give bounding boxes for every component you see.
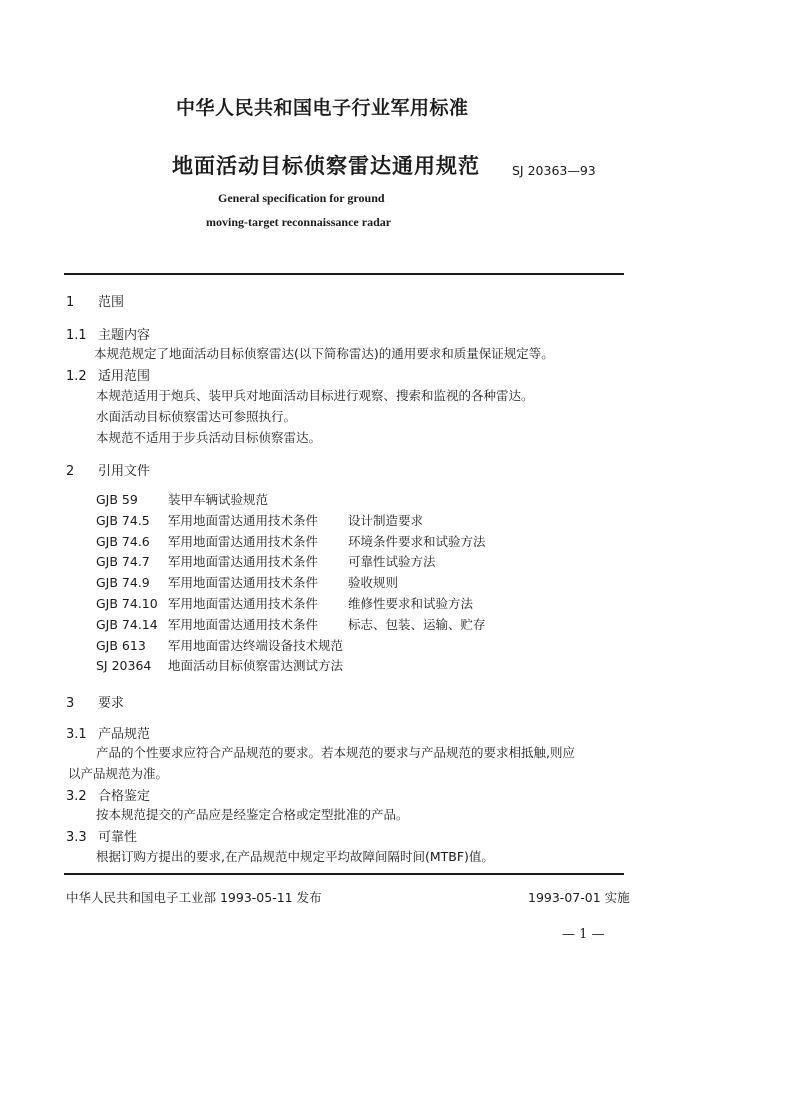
section-title: 合格鉴定	[98, 789, 151, 804]
section-number: 2	[66, 464, 75, 479]
section-1-1-heading	[66, 324, 150, 343]
reference-title: 军用地面雷达通用技术条件	[168, 554, 319, 570]
section-number: 1	[66, 295, 75, 310]
reference-title: 军用地面雷达终端设备技术规范	[168, 637, 344, 653]
section-3-heading	[66, 692, 124, 711]
reference-title: 军用地面雷达通用技术条件	[168, 533, 319, 549]
reference-title: 军用地面雷达通用技术条件	[168, 575, 319, 591]
section-3-2-heading	[66, 785, 150, 804]
reference-code: GJB 74.10	[96, 595, 158, 611]
reference-code: GJB 59	[96, 492, 138, 507]
section-1-1-text: 本规范规定了地面活动目标侦察雷达(以下简称雷达)的通用要求和质量保证规定等。	[94, 346, 554, 361]
section-title: 引用文件	[98, 464, 151, 479]
reference-code: SJ 20364	[96, 658, 152, 674]
reference-subtitle: 环境条件要求和试验方法	[348, 533, 486, 549]
section-1-2-text-2: 水面活动目标侦察雷达可参照执行。	[96, 409, 297, 424]
document-title: 地面活动目标侦察雷达通用规范	[172, 154, 480, 178]
section-1-2-text-1: 本规范适用于炮兵、装甲兵对地面活动目标进行观察、搜索和监视的各种雷达。	[96, 388, 534, 403]
reference-title: 军用地面雷达通用技术条件	[168, 595, 319, 611]
reference-row	[96, 636, 486, 657]
section-number: 3.3	[66, 830, 87, 845]
reference-subtitle: 维修性要求和试验方法	[348, 595, 474, 611]
section-number: 1.1	[66, 328, 87, 343]
reference-title: 地面活动目标侦察雷达测试方法	[168, 658, 344, 674]
section-1-2-heading	[66, 365, 150, 384]
reference-title: 军用地面雷达通用技术条件	[168, 616, 319, 632]
reference-code: GJB 74.14	[96, 616, 158, 632]
reference-code: GJB 74.5	[96, 512, 150, 528]
reference-row	[96, 573, 486, 594]
reference-row	[96, 615, 486, 636]
section-3-3-text: 根据订购方提出的要求,在产品规范中规定平均故障间隔时间(MTBF)值。	[96, 849, 494, 864]
section-number: 3	[66, 696, 75, 711]
section-number: 3.2	[66, 789, 87, 804]
reference-subtitle: 设计制造要求	[348, 512, 424, 528]
section-3-3-heading	[66, 826, 137, 845]
reference-row	[96, 552, 486, 573]
implementation-date: 1993-07-01 实施	[528, 890, 630, 905]
section-title: 适用范围	[98, 369, 151, 384]
section-1-heading	[66, 291, 124, 310]
reference-subtitle: 可靠性试验方法	[348, 554, 436, 570]
section-3-1-text-2: 以产品规范为准。	[68, 766, 169, 781]
section-title: 范围	[98, 295, 125, 310]
section-title: 可靠性	[98, 830, 138, 845]
section-2-heading	[66, 460, 150, 479]
reference-subtitle: 验收规则	[348, 575, 399, 591]
section-title: 要求	[98, 696, 125, 711]
reference-subtitle: 标志、包装、运输、贮存	[348, 616, 486, 632]
section-number: 1.2	[66, 369, 87, 384]
reference-row	[96, 511, 486, 532]
section-3-1-heading	[66, 723, 150, 742]
section-title: 主题内容	[98, 328, 151, 343]
reference-code: GJB 74.7	[96, 554, 150, 570]
reference-code: GJB 613	[96, 637, 146, 653]
reference-title: 军用地面雷达通用技术条件	[168, 512, 319, 528]
english-title-line-1: General specification for ground	[218, 191, 385, 205]
page-number: — 1 —	[562, 927, 605, 942]
english-title-line-2: moving-target reconnaissance radar	[206, 215, 392, 229]
reference-code: GJB 74.9	[96, 575, 150, 591]
section-number: 3.1	[66, 727, 87, 742]
issue-info: 中华人民共和国电子工业部 1993-05-11 发布	[66, 890, 322, 905]
header-divider	[64, 273, 624, 275]
reference-row	[96, 490, 486, 511]
section-3-1-text-1: 产品的个性要求应符合产品规范的要求。若本规范的要求与产品规范的要求相抵触,则应	[96, 745, 575, 760]
standard-code: SJ 20363—93	[512, 163, 596, 178]
footer-divider	[64, 873, 624, 875]
section-3-2-text: 按本规范提交的产品应是经鉴定合格或定型批准的产品。	[96, 807, 409, 822]
reference-list	[96, 490, 486, 677]
reference-code: GJB 74.6	[96, 533, 150, 549]
section-1-2-text-3: 本规范不适用于步兵活动目标侦察雷达。	[96, 430, 322, 445]
standard-type-heading: 中华人民共和国电子行业军用标准	[176, 97, 469, 119]
reference-row	[96, 656, 486, 677]
reference-row	[96, 532, 486, 553]
reference-row	[96, 594, 486, 615]
reference-title: 装甲车辆试验规范	[168, 492, 269, 507]
section-title: 产品规范	[98, 727, 151, 742]
